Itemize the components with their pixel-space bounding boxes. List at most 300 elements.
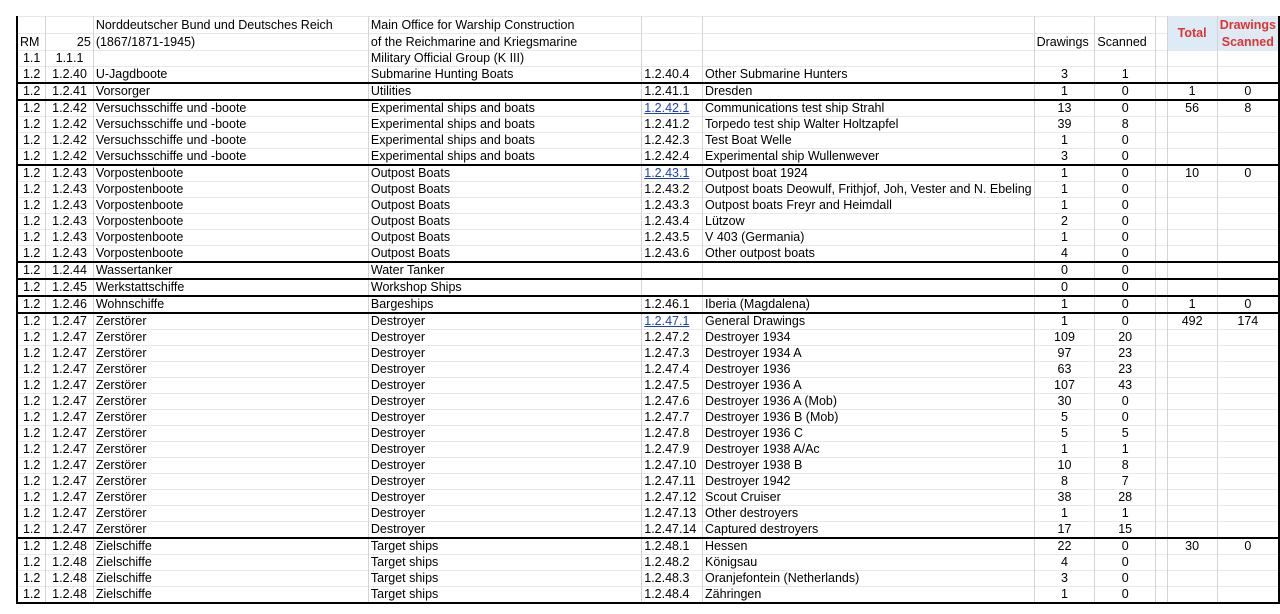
- cell-description[interactable]: Captured destroyers: [703, 522, 1035, 539]
- cell-spacer[interactable]: [1156, 571, 1168, 587]
- cell-j[interactable]: [1167, 51, 1217, 67]
- cell-total[interactable]: [1167, 522, 1217, 539]
- cell-scanned[interactable]: 0: [1095, 230, 1156, 246]
- cell-drawings-scanned[interactable]: [1217, 426, 1279, 442]
- cell-spacer[interactable]: [1156, 313, 1168, 330]
- cell-level[interactable]: 1.2: [17, 538, 46, 555]
- cell-group-code[interactable]: 1.2.47: [46, 506, 94, 522]
- cell-scanned[interactable]: 0: [1095, 198, 1156, 214]
- cell-f[interactable]: [703, 34, 1035, 51]
- cell-a[interactable]: [17, 17, 46, 34]
- cell-spacer[interactable]: [1156, 100, 1168, 117]
- cell-english-name[interactable]: Outpost Boats: [368, 182, 641, 198]
- cell-group-code[interactable]: 1.2.47: [46, 313, 94, 330]
- cell-drawings[interactable]: 30: [1034, 394, 1095, 410]
- cell-english-name[interactable]: Target ships: [368, 587, 641, 604]
- cell-group-code[interactable]: 1.2.47: [46, 474, 94, 490]
- cell-german-name[interactable]: Zerstörer: [93, 442, 368, 458]
- cell-description[interactable]: Destroyer 1934: [703, 330, 1035, 346]
- cell-drawings[interactable]: 3: [1034, 571, 1095, 587]
- cell-total[interactable]: [1167, 230, 1217, 246]
- cell-drawings[interactable]: 1: [1034, 165, 1095, 182]
- cell-total[interactable]: 10: [1167, 165, 1217, 182]
- cell-level[interactable]: 1.2: [17, 100, 46, 117]
- cell-level[interactable]: 1.2: [17, 442, 46, 458]
- cell-drawings-scanned[interactable]: [1217, 149, 1279, 166]
- cell-english-name[interactable]: Submarine Hunting Boats: [368, 67, 641, 84]
- cell-total[interactable]: [1167, 279, 1217, 296]
- cell-spacer[interactable]: [1156, 149, 1168, 166]
- cell-total[interactable]: [1167, 198, 1217, 214]
- cell-scanned[interactable]: 43: [1095, 378, 1156, 394]
- cell-english-name[interactable]: Workshop Ships: [368, 279, 641, 296]
- cell-i[interactable]: [1156, 51, 1168, 67]
- cell-drawings[interactable]: 4: [1034, 555, 1095, 571]
- cell-group-code[interactable]: 1.2.42: [46, 149, 94, 166]
- cell-drawings[interactable]: 1: [1034, 442, 1095, 458]
- cell-sub-code[interactable]: 1.2.43.5: [642, 230, 703, 246]
- cell-spacer[interactable]: [1156, 458, 1168, 474]
- cell-group-code[interactable]: 1.2.47: [46, 426, 94, 442]
- cell-group-code[interactable]: 1.2.48: [46, 538, 94, 555]
- cell-drawings-scanned[interactable]: [1217, 474, 1279, 490]
- cell-description[interactable]: Other Submarine Hunters: [703, 67, 1035, 84]
- cell-group-code[interactable]: 1.2.48: [46, 555, 94, 571]
- cell-drawings-scanned[interactable]: [1217, 410, 1279, 426]
- cell-spacer[interactable]: [1156, 555, 1168, 571]
- cell-drawings-scanned[interactable]: [1217, 279, 1279, 296]
- cell-drawings-scanned[interactable]: [1217, 362, 1279, 378]
- cell-description[interactable]: Destroyer 1942: [703, 474, 1035, 490]
- cell-scanned[interactable]: 0: [1095, 246, 1156, 263]
- cell-german-name[interactable]: Zerstörer: [93, 410, 368, 426]
- cell-level[interactable]: 1.2: [17, 214, 46, 230]
- cell-sub-code[interactable]: 1.2.47.5: [642, 378, 703, 394]
- cell-description[interactable]: [703, 279, 1035, 296]
- cell-english-name[interactable]: Outpost Boats: [368, 246, 641, 263]
- cell-total[interactable]: 56: [1167, 100, 1217, 117]
- cell-total[interactable]: 492: [1167, 313, 1217, 330]
- cell-drawings-scanned[interactable]: [1217, 571, 1279, 587]
- cell-drawings-scanned[interactable]: 0: [1217, 83, 1279, 100]
- cell-german-name[interactable]: Vorpostenboote: [93, 214, 368, 230]
- cell-german-name[interactable]: Vorpostenboote: [93, 198, 368, 214]
- cell-total[interactable]: [1167, 214, 1217, 230]
- cell-sub-code[interactable]: 1.2.41.2: [642, 117, 703, 133]
- cell-sub-code[interactable]: 1.2.47.4: [642, 362, 703, 378]
- cell-scanned[interactable]: 0: [1095, 555, 1156, 571]
- cell-sub-code[interactable]: [642, 100, 703, 117]
- cell-scanned[interactable]: 0: [1095, 410, 1156, 426]
- cell-spacer[interactable]: [1156, 182, 1168, 198]
- cell-group-code[interactable]: 1.2.45: [46, 279, 94, 296]
- cell-total[interactable]: [1167, 182, 1217, 198]
- cell-total[interactable]: 30: [1167, 538, 1217, 555]
- cell-total[interactable]: [1167, 555, 1217, 571]
- cell-level[interactable]: 1.2: [17, 571, 46, 587]
- cell-english-name[interactable]: Outpost Boats: [368, 230, 641, 246]
- cell-scanned[interactable]: 1: [1095, 67, 1156, 84]
- cell-e[interactable]: [642, 34, 703, 51]
- cell-sub-code[interactable]: 1.2.42.3: [642, 133, 703, 149]
- cell-description[interactable]: Iberia (Magdalena): [703, 296, 1035, 313]
- cell-drawings-scanned[interactable]: [1217, 458, 1279, 474]
- cell-spacer[interactable]: [1156, 246, 1168, 263]
- cell-sub-code[interactable]: 1.2.47.11: [642, 474, 703, 490]
- cell-scanned[interactable]: 1: [1095, 442, 1156, 458]
- cell-group-code[interactable]: 1.2.48: [46, 587, 94, 604]
- cell-scanned[interactable]: 0: [1095, 214, 1156, 230]
- cell-spacer[interactable]: [1156, 346, 1168, 362]
- cell-sub-code[interactable]: [642, 279, 703, 296]
- cell-drawings[interactable]: 1: [1034, 296, 1095, 313]
- cell-total[interactable]: [1167, 149, 1217, 166]
- cell-description[interactable]: V 403 (Germania): [703, 230, 1035, 246]
- cell-drawings[interactable]: 1: [1034, 587, 1095, 604]
- cell-military-group[interactable]: Military Official Group (K III): [368, 51, 641, 67]
- cell-drawings[interactable]: 109: [1034, 330, 1095, 346]
- cell-total[interactable]: [1167, 330, 1217, 346]
- cell-drawings-scanned[interactable]: [1217, 522, 1279, 539]
- cell-drawings[interactable]: 1: [1034, 506, 1095, 522]
- sub-code-link[interactable]: 1.2.47.1: [644, 314, 690, 328]
- cell-sub-code[interactable]: 1.2.43.6: [642, 246, 703, 263]
- cell-total[interactable]: [1167, 117, 1217, 133]
- cell-a[interactable]: 1.1: [17, 51, 46, 67]
- cell-i[interactable]: [1156, 34, 1168, 51]
- cell-level[interactable]: 1.2: [17, 346, 46, 362]
- cell-german-name[interactable]: U-Jagdboote: [93, 67, 368, 84]
- cell-english-name[interactable]: Outpost Boats: [368, 165, 641, 182]
- cell-spacer[interactable]: [1156, 165, 1168, 182]
- cell-spacer[interactable]: [1156, 330, 1168, 346]
- cell-sub-code[interactable]: 1.2.40.4: [642, 67, 703, 84]
- cell-drawings-scanned[interactable]: [1217, 587, 1279, 604]
- cell-scanned[interactable]: 8: [1095, 117, 1156, 133]
- cell-drawings[interactable]: 1: [1034, 313, 1095, 330]
- cell-spacer[interactable]: [1156, 522, 1168, 539]
- cell-total[interactable]: [1167, 474, 1217, 490]
- cell-drawings-scanned[interactable]: [1217, 133, 1279, 149]
- cell-total[interactable]: [1167, 394, 1217, 410]
- cell-scanned[interactable]: 15: [1095, 522, 1156, 539]
- cell-scanned[interactable]: 1: [1095, 506, 1156, 522]
- cell-english-name[interactable]: Experimental ships and boats: [368, 117, 641, 133]
- cell-drawings[interactable]: 5: [1034, 410, 1095, 426]
- cell-scanned[interactable]: 0: [1095, 165, 1156, 182]
- cell-f[interactable]: [703, 51, 1035, 67]
- cell-german-name[interactable]: Versuchsschiffe und -boote: [93, 133, 368, 149]
- cell-spacer[interactable]: [1156, 117, 1168, 133]
- cell-sub-code[interactable]: 1.2.47.14: [642, 522, 703, 539]
- cell-drawings[interactable]: 1: [1034, 198, 1095, 214]
- cell-total[interactable]: [1167, 262, 1217, 279]
- cell-description[interactable]: Scout Cruiser: [703, 490, 1035, 506]
- cell-german-name[interactable]: Zerstörer: [93, 330, 368, 346]
- cell-scanned[interactable]: 23: [1095, 346, 1156, 362]
- cell-group-code[interactable]: 1.2.47: [46, 458, 94, 474]
- cell-english-name[interactable]: Experimental ships and boats: [368, 133, 641, 149]
- cell-german-name[interactable]: Zerstörer: [93, 458, 368, 474]
- cell-spacer[interactable]: [1156, 587, 1168, 604]
- cell-level[interactable]: 1.2: [17, 587, 46, 604]
- cell-description[interactable]: Outpost boats Deowulf, Frithjof, Joh, Vester and N. Ebeling: [703, 182, 1035, 198]
- cell-drawings-scanned[interactable]: [1217, 555, 1279, 571]
- cell-sub-code[interactable]: 1.2.48.3: [642, 571, 703, 587]
- cell-h[interactable]: [1095, 51, 1156, 67]
- cell-drawings-scanned[interactable]: [1217, 394, 1279, 410]
- cell-total[interactable]: [1167, 410, 1217, 426]
- cell-scanned[interactable]: 20: [1095, 330, 1156, 346]
- cell-archive-years[interactable]: (1867/1871-1945): [93, 34, 368, 51]
- cell-level[interactable]: 1.2: [17, 458, 46, 474]
- cell-group-code[interactable]: 1.2.47: [46, 378, 94, 394]
- cell-sub-code[interactable]: 1.2.47.3: [642, 346, 703, 362]
- cell-total[interactable]: [1167, 490, 1217, 506]
- cell-drawings[interactable]: 38: [1034, 490, 1095, 506]
- cell-group-code[interactable]: 1.2.47: [46, 394, 94, 410]
- cell-drawings[interactable]: 2: [1034, 214, 1095, 230]
- cell-group-code[interactable]: 1.2.48: [46, 571, 94, 587]
- cell-spacer[interactable]: [1156, 506, 1168, 522]
- cell-sub-code[interactable]: 1.2.47.6: [642, 394, 703, 410]
- cell-drawings-scanned[interactable]: [1217, 490, 1279, 506]
- cell-level[interactable]: 1.2: [17, 410, 46, 426]
- cell-scanned[interactable]: 23: [1095, 362, 1156, 378]
- cell-description[interactable]: Destroyer 1938 A/Ac: [703, 442, 1035, 458]
- cell-drawings[interactable]: 107: [1034, 378, 1095, 394]
- cell-scanned[interactable]: 0: [1095, 133, 1156, 149]
- cell-sub-code[interactable]: 1.2.47.7: [642, 410, 703, 426]
- cell-spacer[interactable]: [1156, 133, 1168, 149]
- cell-drawings[interactable]: 8: [1034, 474, 1095, 490]
- cell-group-code[interactable]: 1.2.46: [46, 296, 94, 313]
- cell-drawings-scanned[interactable]: [1217, 262, 1279, 279]
- cell-e[interactable]: [642, 17, 703, 34]
- total-header[interactable]: Total: [1167, 17, 1217, 51]
- cell-group-code[interactable]: 1.2.43: [46, 214, 94, 230]
- cell-english-name[interactable]: Bargeships: [368, 296, 641, 313]
- cell-drawings-scanned[interactable]: [1217, 442, 1279, 458]
- cell-scanned[interactable]: 0: [1095, 538, 1156, 555]
- cell-level[interactable]: 1.2: [17, 117, 46, 133]
- cell-total[interactable]: [1167, 67, 1217, 84]
- cell-group-code[interactable]: 1.2.47: [46, 442, 94, 458]
- cell-german-name[interactable]: Vorsorger: [93, 83, 368, 100]
- cell-spacer[interactable]: [1156, 279, 1168, 296]
- cell-scanned[interactable]: 0: [1095, 83, 1156, 100]
- cell-drawings[interactable]: 1: [1034, 230, 1095, 246]
- cell-total[interactable]: [1167, 362, 1217, 378]
- cell-description[interactable]: Experimental ship Wullenwever: [703, 149, 1035, 166]
- cell-drawings[interactable]: 10: [1034, 458, 1095, 474]
- cell-description[interactable]: Destroyer 1934 A: [703, 346, 1035, 362]
- cell-german-name[interactable]: Wohnschiffe: [93, 296, 368, 313]
- cell-total[interactable]: [1167, 346, 1217, 362]
- cell-drawings-scanned[interactable]: 0: [1217, 538, 1279, 555]
- cell-spacer[interactable]: [1156, 378, 1168, 394]
- cell-drawings[interactable]: 1: [1034, 83, 1095, 100]
- cell-drawings[interactable]: 1: [1034, 182, 1095, 198]
- cell-german-name[interactable]: Wassertanker: [93, 262, 368, 279]
- cell-25[interactable]: 25: [46, 34, 94, 51]
- cell-scanned[interactable]: 0: [1095, 587, 1156, 604]
- cell-description[interactable]: Outpost boat 1924: [703, 165, 1035, 182]
- cell-english-name[interactable]: Experimental ships and boats: [368, 149, 641, 166]
- cell-drawings[interactable]: 0: [1034, 262, 1095, 279]
- cell-description[interactable]: [703, 262, 1035, 279]
- cell-scanned[interactable]: 0: [1095, 100, 1156, 117]
- sub-code-link[interactable]: 1.2.42.1: [644, 101, 690, 115]
- cell-spacer[interactable]: [1156, 262, 1168, 279]
- cell-german-name[interactable]: Vorpostenboote: [93, 165, 368, 182]
- cell-level[interactable]: 1.2: [17, 83, 46, 100]
- cell-description[interactable]: Oranjefontein (Netherlands): [703, 571, 1035, 587]
- cell-sub-code[interactable]: 1.2.48.1: [642, 538, 703, 555]
- cell-scanned[interactable]: 0: [1095, 149, 1156, 166]
- cell-sub-code[interactable]: 1.2.47.12: [642, 490, 703, 506]
- cell-group-code[interactable]: 1.2.40: [46, 67, 94, 84]
- cell-level[interactable]: 1.2: [17, 133, 46, 149]
- cell-description[interactable]: Lützow: [703, 214, 1035, 230]
- cell-description[interactable]: Destroyer 1938 B: [703, 458, 1035, 474]
- cell-level[interactable]: 1.2: [17, 474, 46, 490]
- cell-office-title[interactable]: Main Office for Warship Construction: [368, 17, 641, 34]
- cell-english-name[interactable]: Outpost Boats: [368, 198, 641, 214]
- cell-german-name[interactable]: Zerstörer: [93, 490, 368, 506]
- cell-sub-code[interactable]: 1.2.47.13: [642, 506, 703, 522]
- cell-german-name[interactable]: Zerstörer: [93, 474, 368, 490]
- cell-english-name[interactable]: Destroyer: [368, 330, 641, 346]
- cell-german-name[interactable]: Werkstattschiffe: [93, 279, 368, 296]
- cell-group-code[interactable]: 1.2.43: [46, 165, 94, 182]
- cell-e[interactable]: [642, 51, 703, 67]
- cell-level[interactable]: 1.2: [17, 230, 46, 246]
- cell-total[interactable]: [1167, 587, 1217, 604]
- cell-sub-code[interactable]: [642, 313, 703, 330]
- cell-description[interactable]: Other outpost boats: [703, 246, 1035, 263]
- cell-drawings[interactable]: 39: [1034, 117, 1095, 133]
- cell-total[interactable]: [1167, 133, 1217, 149]
- cell-spacer[interactable]: [1156, 410, 1168, 426]
- cell-total[interactable]: [1167, 378, 1217, 394]
- cell-description[interactable]: Königsau: [703, 555, 1035, 571]
- cell-scanned[interactable]: 5: [1095, 426, 1156, 442]
- cell-spacer[interactable]: [1156, 426, 1168, 442]
- cell-sub-code[interactable]: 1.2.48.4: [642, 587, 703, 604]
- cell-group-code[interactable]: 1.2.44: [46, 262, 94, 279]
- cell-level[interactable]: 1.2: [17, 279, 46, 296]
- cell-scanned[interactable]: 0: [1095, 296, 1156, 313]
- cell-total[interactable]: 1: [1167, 296, 1217, 313]
- cell-b[interactable]: 1.1.1: [46, 51, 94, 67]
- cell-description[interactable]: Destroyer 1936: [703, 362, 1035, 378]
- cell-english-name[interactable]: Destroyer: [368, 522, 641, 539]
- cell-drawings[interactable]: 17: [1034, 522, 1095, 539]
- cell-group-code[interactable]: 1.2.42: [46, 117, 94, 133]
- cell-english-name[interactable]: Destroyer: [368, 362, 641, 378]
- cell-description[interactable]: Other destroyers: [703, 506, 1035, 522]
- cell-sub-code[interactable]: 1.2.42.4: [642, 149, 703, 166]
- cell-level[interactable]: 1.2: [17, 296, 46, 313]
- cell-scanned[interactable]: 0: [1095, 182, 1156, 198]
- cell-drawings-scanned[interactable]: [1217, 346, 1279, 362]
- cell-english-name[interactable]: Destroyer: [368, 313, 641, 330]
- cell-spacer[interactable]: [1156, 538, 1168, 555]
- cell-group-code[interactable]: 1.2.47: [46, 330, 94, 346]
- cell-group-code[interactable]: 1.2.43: [46, 246, 94, 263]
- cell-level[interactable]: 1.2: [17, 362, 46, 378]
- cell-drawings-scanned[interactable]: [1217, 214, 1279, 230]
- cell-group-code[interactable]: 1.2.42: [46, 133, 94, 149]
- cell-sub-code[interactable]: 1.2.47.10: [642, 458, 703, 474]
- cell-drawings[interactable]: 4: [1034, 246, 1095, 263]
- cell-scanned[interactable]: 0: [1095, 571, 1156, 587]
- cell-scanned[interactable]: 7: [1095, 474, 1156, 490]
- cell-drawings-scanned[interactable]: 0: [1217, 296, 1279, 313]
- cell-drawings[interactable]: 97: [1034, 346, 1095, 362]
- cell-english-name[interactable]: Destroyer: [368, 346, 641, 362]
- cell-level[interactable]: 1.2: [17, 394, 46, 410]
- cell-german-name[interactable]: Zielschiffe: [93, 587, 368, 604]
- cell-drawings[interactable]: 13: [1034, 100, 1095, 117]
- cell-group-code[interactable]: 1.2.47: [46, 410, 94, 426]
- cell-spacer[interactable]: [1156, 296, 1168, 313]
- cell-level[interactable]: 1.2: [17, 246, 46, 263]
- cell-german-name[interactable]: Zerstörer: [93, 394, 368, 410]
- cell-i[interactable]: [1156, 17, 1168, 34]
- cell-archive-de[interactable]: Norddeutscher Bund und Deutsches Reich: [93, 17, 368, 34]
- cell-level[interactable]: 1.2: [17, 506, 46, 522]
- cell-sub-code[interactable]: 1.2.43.4: [642, 214, 703, 230]
- cell-level[interactable]: 1.2: [17, 378, 46, 394]
- drawings-col-header[interactable]: Drawings: [1034, 34, 1095, 51]
- cell-drawings-scanned[interactable]: 8: [1217, 100, 1279, 117]
- cell-german-name[interactable]: Zielschiffe: [93, 571, 368, 587]
- cell-total[interactable]: [1167, 426, 1217, 442]
- cell-drawings[interactable]: 3: [1034, 67, 1095, 84]
- cell-drawings-scanned[interactable]: [1217, 198, 1279, 214]
- cell-group-code[interactable]: 1.2.43: [46, 182, 94, 198]
- cell-description[interactable]: Communications test ship Strahl: [703, 100, 1035, 117]
- cell-english-name[interactable]: Destroyer: [368, 458, 641, 474]
- cell-drawings[interactable]: 1: [1034, 133, 1095, 149]
- cell-english-name[interactable]: Destroyer: [368, 506, 641, 522]
- cell-scanned[interactable]: 0: [1095, 313, 1156, 330]
- cell-description[interactable]: Destroyer 1936 B (Mob): [703, 410, 1035, 426]
- cell-english-name[interactable]: Water Tanker: [368, 262, 641, 279]
- cell-total[interactable]: 1: [1167, 83, 1217, 100]
- cell-description[interactable]: Outpost boats Freyr and Heimdall: [703, 198, 1035, 214]
- cell-english-name[interactable]: Outpost Boats: [368, 214, 641, 230]
- cell-sub-code[interactable]: 1.2.47.2: [642, 330, 703, 346]
- cell-group-code[interactable]: 1.2.47: [46, 490, 94, 506]
- cell-total[interactable]: [1167, 442, 1217, 458]
- cell-h[interactable]: [1095, 17, 1156, 34]
- cell-german-name[interactable]: Zerstörer: [93, 378, 368, 394]
- cell-description[interactable]: Hessen: [703, 538, 1035, 555]
- cell-description[interactable]: Test Boat Welle: [703, 133, 1035, 149]
- cell-group-code[interactable]: 1.2.43: [46, 230, 94, 246]
- cell-sub-code[interactable]: [642, 262, 703, 279]
- cell-drawings-scanned[interactable]: [1217, 117, 1279, 133]
- cell-level[interactable]: 1.2: [17, 555, 46, 571]
- cell-level[interactable]: 1.2: [17, 522, 46, 539]
- cell-english-name[interactable]: Destroyer: [368, 490, 641, 506]
- cell-total[interactable]: [1167, 458, 1217, 474]
- cell-german-name[interactable]: Zielschiffe: [93, 538, 368, 555]
- cell-c[interactable]: [93, 51, 368, 67]
